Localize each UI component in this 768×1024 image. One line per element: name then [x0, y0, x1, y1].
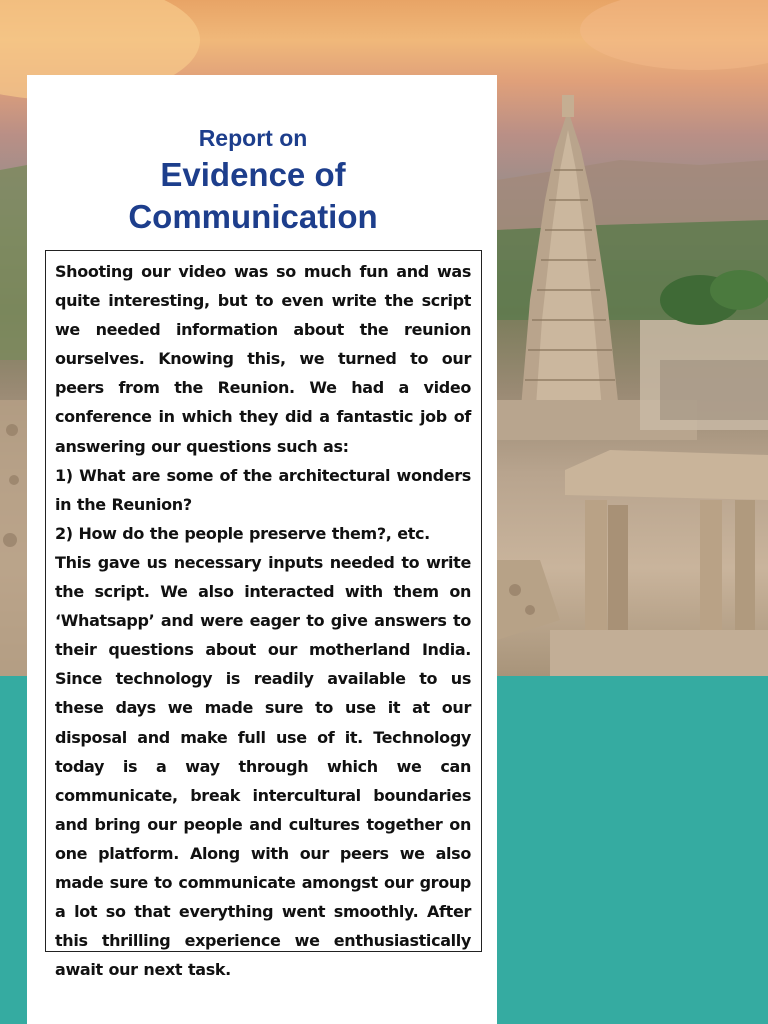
body-question-2: 2) How do the people preserve them?, etc.	[55, 523, 430, 543]
report-body	[55, 257, 471, 984]
body-question-1: 1) What are some of the architectural wonders in the Reunion?	[55, 465, 471, 514]
report-title-line2: Communication	[128, 198, 378, 235]
report-title-line1: Evidence of	[160, 156, 346, 193]
body-paragraph: This gave us necessary inputs needed to write the script. We also interacted with them on ‘Whatsapp’ and were eager to give answers to their questions about our motherland India. Since technology is readily available to us these days we made sure to use it at our disposal and make full use of it. Technology today is a way through which we can communicate, break intercultural boundaries and bring our people and cultures together on one platform. Along with our peers we also made sure to communicate amongst our group a lot so that everything went smoothly. After this thrilling experience we enthusiastically await our next task.	[55, 552, 471, 980]
body-paragraph: Shooting our video was so much fun and was quite interesting, but to even write the script we needed information about the reunion ourselves. Knowing this, we turned to our peers from the Reunion. We had a video conference in which they did a fantastic job of answering our questions such as:	[55, 262, 471, 456]
report-heading	[27, 122, 479, 238]
report-subtitle: Report on	[198, 125, 308, 151]
report-text-box	[45, 250, 482, 980]
